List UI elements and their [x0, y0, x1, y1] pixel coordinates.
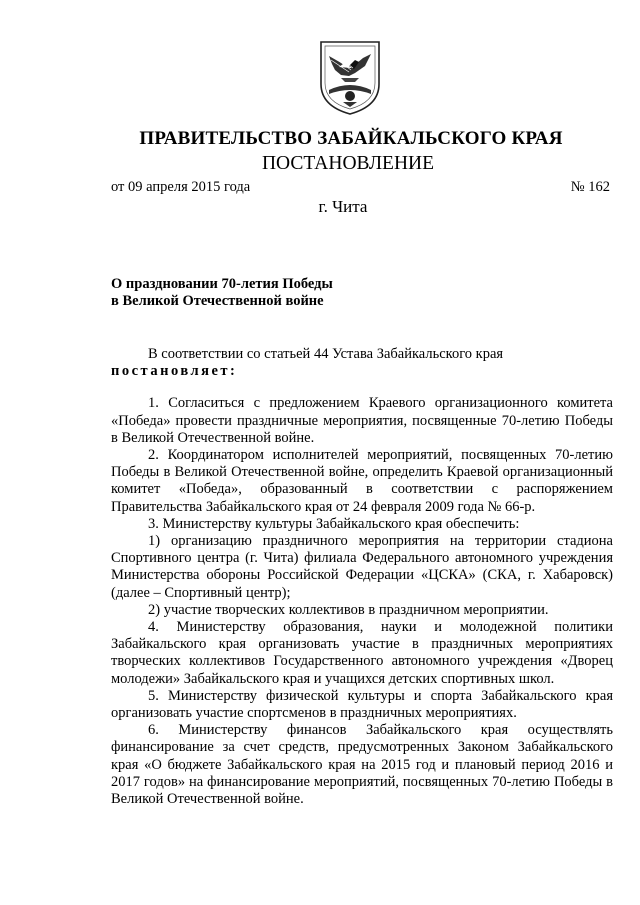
subject-line-1: О праздновании 70-летия Победы	[111, 276, 333, 292]
document-city: г. Чита	[318, 197, 368, 216]
document-body	[111, 346, 613, 808]
subject-line-2: в Великой Отечественной войне	[111, 293, 324, 309]
paragraph-4: 4. Министерству образования, науки и молодежной политики Забайкальского края организовать участие в праздничных мероприятиях творческих коллективов Государственного автономного учреждения «Дворец молодежи» Забайкальского края и учащихся детских спортивных школ.	[111, 619, 613, 687]
paragraph-5: 5. Министерству физической культуры и спорта Забайкальского края организовать участие спортсменов в праздничных мероприятиях.	[111, 687, 613, 722]
paragraph-3-2: 2) участие творческих коллективов в праздничном мероприятии.	[148, 601, 549, 618]
paragraph-6: 6. Министерству финансов Забайкальского края осуществлять финансирование за счет средств, предусмотренных Законом Забайкальского края «О бюджете Забайкальского края на 2015 год и плановый период 2016 и 2017 годов» на финансирование мероприятий, посвященных 70-летию Победы в Великой Отечественной войне.	[111, 722, 613, 808]
paragraph-1: 1. Согласиться с предложением Краевого организационного комитета «Победа» провести праздничные мероприятия, посвященные 70-летию Победы в Великой Отечественной войне.	[111, 395, 613, 446]
paragraph-3-1: 1) организацию праздничного мероприятия на территории стадиона Спортивного центра (г. Чита) филиала Федерального автономного учреждения Министерства обороны Российской Федерации «ЦСКА» (СКА, г. Хабаровск) (далее – Спортивный центр);	[111, 533, 613, 601]
document-subject	[111, 276, 333, 310]
government-title: ПРАВИТЕЛЬСТВО ЗАБАЙКАЛЬСКОГО КРАЯ	[139, 128, 563, 149]
preamble	[111, 346, 613, 363]
document-type: ПОСТАНОВЛЕНИЕ	[261, 153, 435, 174]
paragraph-2: 2. Координатором исполнителей мероприятий, посвященных 70-летию Победы в Великой Отечественной войне, определить Краевой организационный комитет «Победа», образованный в соответствии с распоряжением Правительства Забайкальского края от 24 февраля 2009 года № 66-р.	[111, 447, 613, 515]
document-date: от 09 апреля 2015 года	[111, 179, 251, 195]
preamble-text: В соответствии со статьей 44 Устава Забайкальского края	[148, 346, 504, 362]
document-number: № 162	[570, 179, 610, 195]
coat-of-arms-icon	[319, 40, 381, 116]
decree-word: постановляет:	[111, 363, 238, 380]
paragraph-3: 3. Министерству культуры Забайкальского края обеспечить:	[148, 515, 520, 532]
